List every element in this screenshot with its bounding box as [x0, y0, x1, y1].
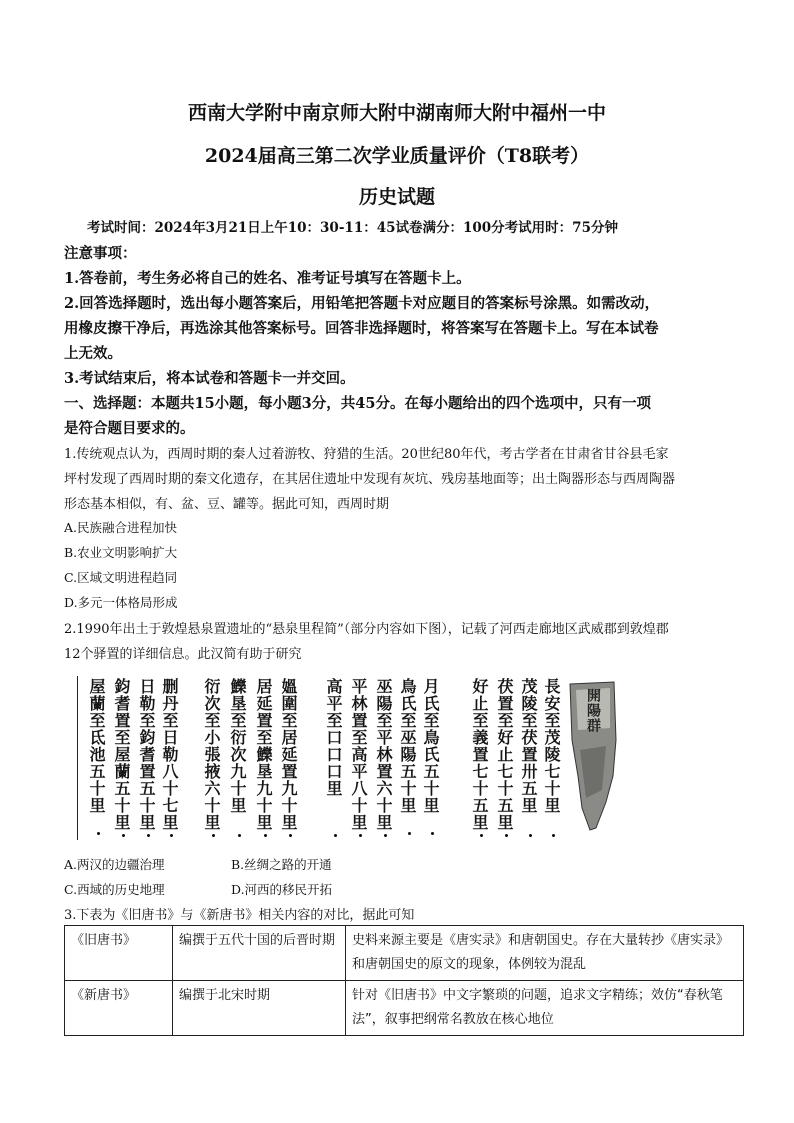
slip-dot	[238, 834, 241, 837]
note-2-line-1: 2.回答选择题时，选出每小题答案后，用铅笔把答题卡对应题目的答案标号涂黑。如需改动，	[64, 295, 660, 312]
section-1-line-1: 一、选择题：本题共15小题，每小题3分，共45分。在每小题给出的四个选项中，只有一项	[64, 395, 651, 412]
slip-dot	[97, 832, 100, 835]
slip-dot	[384, 834, 387, 837]
q1-option-a: A.民族融合进程加快	[64, 520, 178, 535]
slip-3: 日勒至鈞耆置五十里	[137, 678, 156, 831]
q1-stem-line-1: 1.传统观点认为，西周时期的秦人过着游牧、狩猎的生活。20世纪80年代，考古学者在甘肃省甘谷县毛家	[64, 447, 669, 462]
subject-title: 历史试题	[358, 186, 435, 208]
slip-4: 删丹至日勒八十七里	[160, 678, 179, 831]
q1-option-d: D.多元一体格局形成	[64, 595, 178, 610]
slip-dot	[480, 834, 483, 837]
table-cell-compiled: 编撰于五代十国的后晋时期	[173, 926, 346, 981]
slip-dot	[529, 834, 532, 837]
slip-dot	[122, 834, 125, 837]
q3-stem: 3.下表为《旧唐书》与《新唐书》相关内容的对比，据此可知	[64, 908, 415, 923]
slip-8: 媼圍至居延置九十里	[279, 678, 298, 831]
q2-stem-line-2: 12个驿置的详细信息。此汉简有助于研究	[64, 647, 302, 662]
note-2-line-3: 上无效。	[64, 345, 122, 362]
table-row	[65, 981, 744, 1036]
q2-option-a: A.两汉的边疆治理	[64, 857, 165, 872]
slip-6: 鱳垦至衍次九十里	[228, 678, 247, 814]
table-cell-content: 史料来源主要是《唐实录》和唐朝国史。存在大量转抄《唐实录》和唐朝国史的原文的现象，体例较为混乱	[346, 926, 744, 981]
slip-13: 月氏至鳥氏五十里	[421, 678, 440, 814]
slip-dot	[359, 834, 362, 837]
slip-edge-left	[77, 676, 78, 840]
exam-title: 2024届高三第二次学业质量评价（T8联考）	[204, 145, 590, 167]
slip-dot	[147, 834, 150, 837]
q2-stem-line-1: 2.1990年出土于敦煌悬泉置遗址的“悬泉里程简”（部分内容如下图），记载了河西走廊地区武威郡到敦煌郡	[64, 622, 669, 637]
slip-12: 鳥氏至巫陽五十里	[398, 678, 417, 814]
exam-info: 考试时间：2024年3月21日上午10：30-11：45试卷满分：100分考试用时：75分钟	[87, 220, 618, 236]
q2-option-d: D.河西的移民开拓	[231, 882, 333, 897]
table-cell-content: 针对《旧唐书》中文字繁琐的问题，追求文字精练；效仿“春秋笔法”，叙事把纲常名教放在核心地位	[346, 981, 744, 1036]
slip-dot	[431, 832, 434, 835]
table-row	[65, 926, 744, 981]
q1-option-c: C.区域文明进程趋同	[64, 570, 178, 585]
slip-dot	[289, 834, 292, 837]
comparison-table	[64, 925, 744, 1036]
slip-dot	[212, 834, 215, 837]
slip-15: 茯置至好止七十五里	[495, 678, 514, 831]
slip-16: 茂陵至茯置卅五里	[519, 678, 538, 814]
slip-dot	[170, 834, 173, 837]
table-cell-book: 《旧唐书》	[65, 926, 173, 981]
slip-dot	[264, 834, 267, 837]
slip-11: 巫陽至平林置六十里	[374, 678, 393, 831]
table-cell-compiled: 编撰于北宋时期	[173, 981, 346, 1036]
slip-9: 高平至口口口里	[324, 678, 343, 797]
school-names: 西南大学附中南京师大附中湖南师大附中福州一中	[187, 102, 606, 124]
slip-10: 平林置至高平八十里	[349, 678, 368, 831]
slip-1: 屋蘭至氐池五十里	[87, 678, 106, 814]
notes-heading: 注意事项：	[64, 245, 137, 262]
q2-option-c: C.西域的历史地理	[64, 882, 165, 897]
slip-2: 鈞耆置至屋蘭五十里	[112, 678, 131, 831]
slip-dot	[505, 834, 508, 837]
note-3: 3.考试结束后，将本试卷和答题卡一并交回。	[64, 370, 355, 387]
slip-17: 長安至茂陵七十里	[542, 678, 561, 814]
note-2-line-2: 用橡皮擦干净后，再选涂其他答案标号。回答非选择题时，将答案写在答题卡上。写在本试卷	[64, 320, 659, 337]
q2-option-b: B.丝绸之路的开通	[231, 857, 332, 872]
slip-dot	[408, 832, 411, 835]
note-1: 1.答卷前，考生务必将自己的姓名、准考证号填写在答题卡上。	[64, 270, 471, 287]
worn-slip-text: 開陽群	[585, 688, 601, 733]
q1-stem-line-3: 形态基本相似，有、盆、豆、罐等。据此可知，西周时期	[64, 497, 390, 512]
slip-dot	[334, 834, 337, 837]
slip-7: 居延置至鱳垦九十里	[254, 678, 273, 831]
table-cell-book: 《新唐书》	[65, 981, 173, 1036]
slip-14: 好止至義置七十五里	[470, 678, 489, 831]
section-1-line-2: 是符合题目要求的。	[64, 420, 195, 437]
q1-option-b: B.农业文明影响扩大	[64, 545, 178, 560]
slip-5: 衍次至小張掖六十里	[202, 678, 221, 831]
slip-dot	[552, 834, 555, 837]
q1-stem-line-2: 坪村发现了西周时期的秦文化遗存，在其居住遗址中发现有灰坑、残房基地面等；出土陶器形态与西周陶器	[64, 472, 676, 487]
